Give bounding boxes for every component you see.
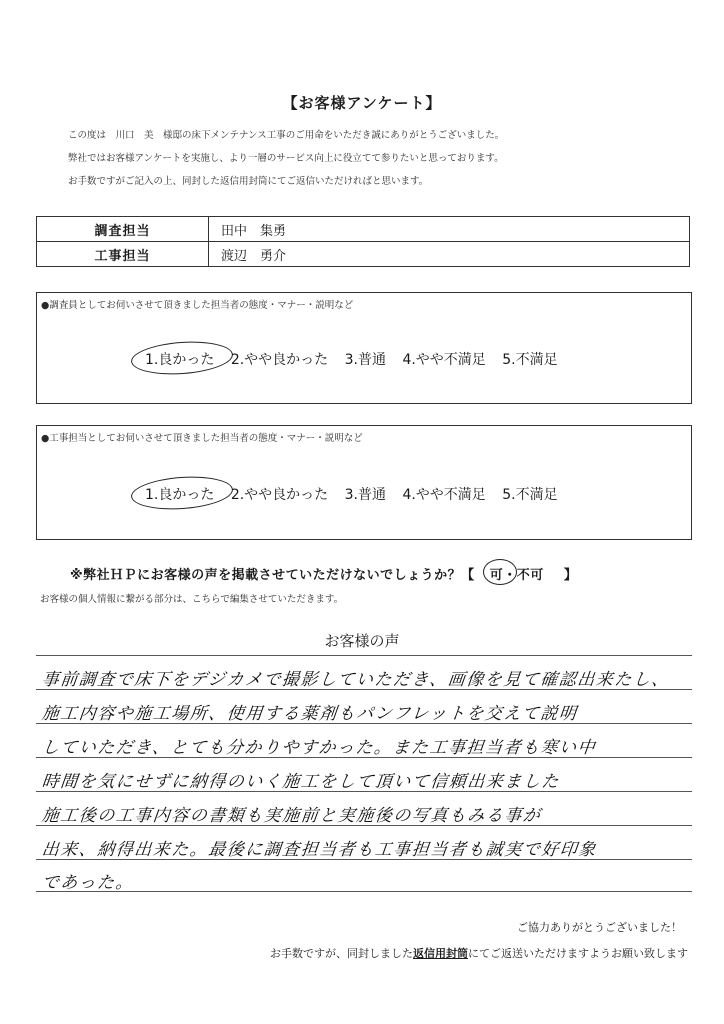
q2-option-5[interactable]: 5.不満足 [502,487,558,503]
handwritten-line-4: 時間を気にせずに納得のいく施工をして頂いて信頼出来ました [40,772,561,792]
closing-pre: お手数ですが、同封しました [270,947,413,960]
staff-row-construction [37,242,690,267]
survey-staff-name: 田中 集勇 [209,217,690,242]
question-2-box [36,425,692,540]
closing-text [270,945,688,961]
q1-option-5[interactable]: 5.不満足 [502,352,558,368]
handwritten-line-5: 施工後の工事内容の書類も実施前と実施後の写真もみる事が [40,806,543,826]
hp-permission-question [70,564,577,583]
hp-close-bracket: 】 [563,568,578,583]
q1-option-2[interactable]: 2.やや良かった [230,352,329,368]
question-2-text: ●工事担当としてお伺いさせて頂きました担当者の態度・マナー・説明など [41,433,363,444]
construction-staff-label: 工事担当 [37,242,209,267]
handwritten-line-7: であった。 [40,873,136,893]
q2-option-2[interactable]: 2.やや良かった [230,487,329,503]
customer-voice-title: お客様の声 [324,632,400,650]
staff-table [36,216,690,267]
closing-post: にてご返送いただけますようお願い致します [468,947,688,960]
hp-answer-separator: ・ [503,568,517,583]
q2-option-3[interactable]: 3.普通 [344,487,386,503]
construction-staff-name: 渡辺 勇介 [209,242,690,267]
handwritten-line-3: していただき、とても分かりやすかった。また工事担当者も寒い中 [40,738,598,758]
q2-option-1[interactable]: 1.良かった [145,484,214,504]
hp-answer-no[interactable]: 不可 [516,568,544,583]
handwritten-line-6: 出来、納得出来た。最後に調査担当者も工事担当者も誠実で好印象 [40,840,598,860]
question-1-box [36,292,692,404]
q1-option-3[interactable]: 3.普通 [344,352,386,368]
intro-line-1: この度は 川口 美 様邸の床下メンテナンス工事のご用命をいただき誠にありがとうございました。 [68,130,505,141]
q2-option-4[interactable]: 4.やや不満足 [402,487,486,503]
hp-answer-yes[interactable]: 可 [490,564,504,583]
q1-option-1[interactable]: 1.良かった [145,349,214,369]
ruled-line [36,655,692,656]
intro-line-3: お手数ですがご記入の上、同封した返信用封筒にてご返信いただければと思います。 [68,176,429,187]
handwritten-line-1: 事前調査で床下をデジカメで撮影していただき、画像を見て確認出来たし、 [40,670,671,690]
question-1-options [145,349,570,369]
staff-row-survey [37,217,690,242]
question-2-options [145,484,570,504]
q1-option-4[interactable]: 4.やや不満足 [402,352,486,368]
thanks-text: ご協力ありがとうございました！ [517,921,682,934]
customer-voice-area [36,655,692,895]
closing-envelope: 返信用封筒 [413,947,468,960]
page-title: 【お客様アンケート】 [282,94,442,112]
hp-privacy-note: お客様の個人情報に繋がる部分は、こちらで編集させていただきます。 [40,594,344,605]
question-1-text: ●調査員としてお伺いさせて頂きました担当者の態度・マナー・説明など [41,300,354,311]
hp-question-text: ※弊社ＨＰにお客様の声を掲載させていただけないでしょうか？【 [70,568,475,583]
handwritten-line-2: 施工内容や施工場所、使用する薬剤もパンフレットを交えて説明 [40,704,579,724]
intro-line-2: 弊社ではお客様アンケートを実施し、より一層のサービス向上に役立てて参りたいと思っております。 [68,153,504,164]
survey-staff-label: 調査担当 [37,217,209,242]
